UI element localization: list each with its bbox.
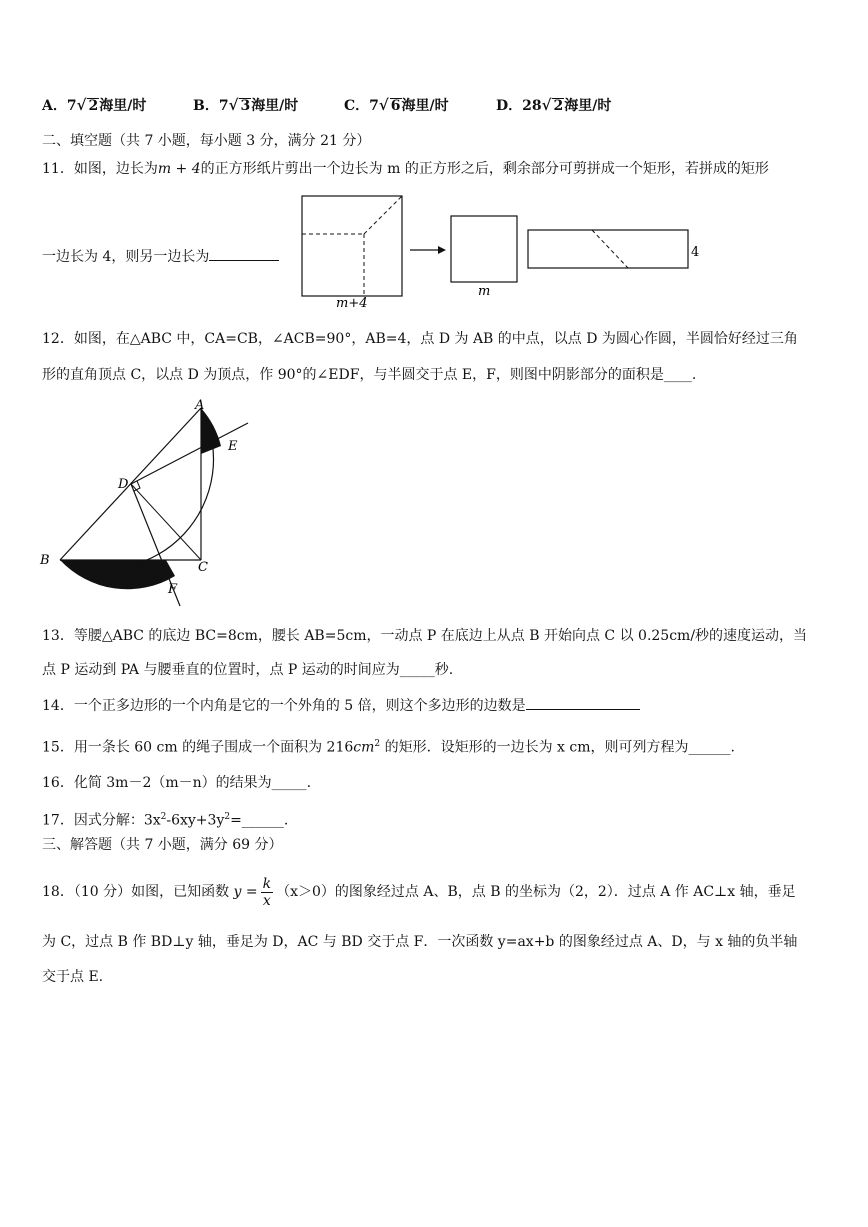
q13-line1: 13．等腰△ABC 的底边 BC=8cm，腰长 AB=5cm，一动点 P 在底边上从点 B 开始向点 C 以 0.25cm/秒的速度运动，当 (42, 628, 808, 644)
q11-line1: 11．如图，边长为m + 4的正方形纸片剪出一个边长为 m 的正方形之后，剩余部分可剪拼成一个矩形，若拼成的矩形 (42, 161, 769, 177)
q11-label-big: m+4 (336, 296, 368, 310)
q18-line2: 为 C，过点 B 作 BD⊥y 轴，垂足为 D，AC 与 BD 交于点 F．一次函数 y=ax+b 的图象经过点 A、D，与 x 轴的负半轴 (42, 934, 798, 950)
q11-arrow-head (438, 246, 446, 254)
q18-fraction: $\frac{k}{x}$ (262, 875, 272, 909)
q12-label-f: F (168, 582, 178, 597)
q12-semicircle (60, 408, 214, 569)
q13-line2: 点 P 运动到 PA 与腰垂直的位置时，点 P 运动的时间应为_____秒. (42, 662, 454, 678)
q12-median-dc (131, 484, 201, 560)
q10-option-a: A．7√ 2海里/时 (42, 96, 147, 114)
q15: 15．用一条长 60 cm 的绳子围成一个面积为 $216cm^2$ 的矩形．设矩形的一边长为 x cm，则可列方程为______. (42, 739, 735, 756)
q11-cut-diagonal (364, 196, 402, 234)
section3-title: 三、解答题（共 7 小题，满分 69 分） (42, 837, 283, 853)
q12-shaded-bottom (60, 560, 175, 589)
q12-label-c: C (198, 560, 208, 575)
q11-small-square (451, 216, 517, 282)
q11-rectangle (528, 230, 688, 268)
q11-label-rect: 4 (691, 245, 700, 260)
q12-label-e: E (228, 439, 238, 454)
section2-title: 二、填空题（共 7 小题，每小题 3 分，满分 21 分） (42, 133, 371, 149)
q18-line1: 18．（10 分）如图，已知函数 y = $\frac{k}{x}$ （x＞0）的图象经过点 A、B，点 B 的坐标为（2，2）．过点 A 作 AC⊥x 轴，垂足 (42, 875, 796, 909)
q12-label-d: D (118, 477, 129, 492)
q16: 16．化简 3m－2（m－n）的结果为_____. (42, 775, 312, 791)
q12-line1: 12．如图，在△ABC 中，CA=CB，∠ACB=90°，AB=4，点 D 为 AB 的中点，以点 D 为圆心作圆，半圆恰好经过三角 (42, 331, 798, 347)
q18-line3: 交于点 E. (42, 969, 104, 985)
q12-line2: 形的直角顶点 C，以点 D 为顶点，作 90°的∠EDF，与半圆交于点 E，F，则图中阴影部分的面积是____. (42, 367, 697, 383)
q11-answer-blank (209, 246, 279, 261)
q11-label-small: m (478, 284, 491, 299)
q14: 14．一个正多边形的一个内角是它的一个外角的 5 倍，则这个多边形的边数是 (42, 695, 640, 715)
q11-big-square (302, 196, 402, 296)
q12-label-a: A (195, 398, 205, 413)
q14-answer-blank (526, 695, 640, 710)
q11-figure (298, 190, 718, 310)
q12-figure (38, 396, 268, 611)
q11-rect-diagonal (592, 230, 628, 268)
q10-option-c: C．7√ 6海里/时 (344, 96, 449, 114)
q11-line2: 一边长为 4，则另一边长为 (42, 246, 279, 266)
q12-label-b: B (40, 553, 50, 568)
q10-option-b: B．7√ 3海里/时 (193, 96, 299, 114)
q17: 17．因式分解：$3x^2-6xy+3y^2=\_\_\_\_\_\_$. (42, 812, 289, 829)
q10-option-d: D．28√ 2海里/时 (496, 96, 612, 114)
